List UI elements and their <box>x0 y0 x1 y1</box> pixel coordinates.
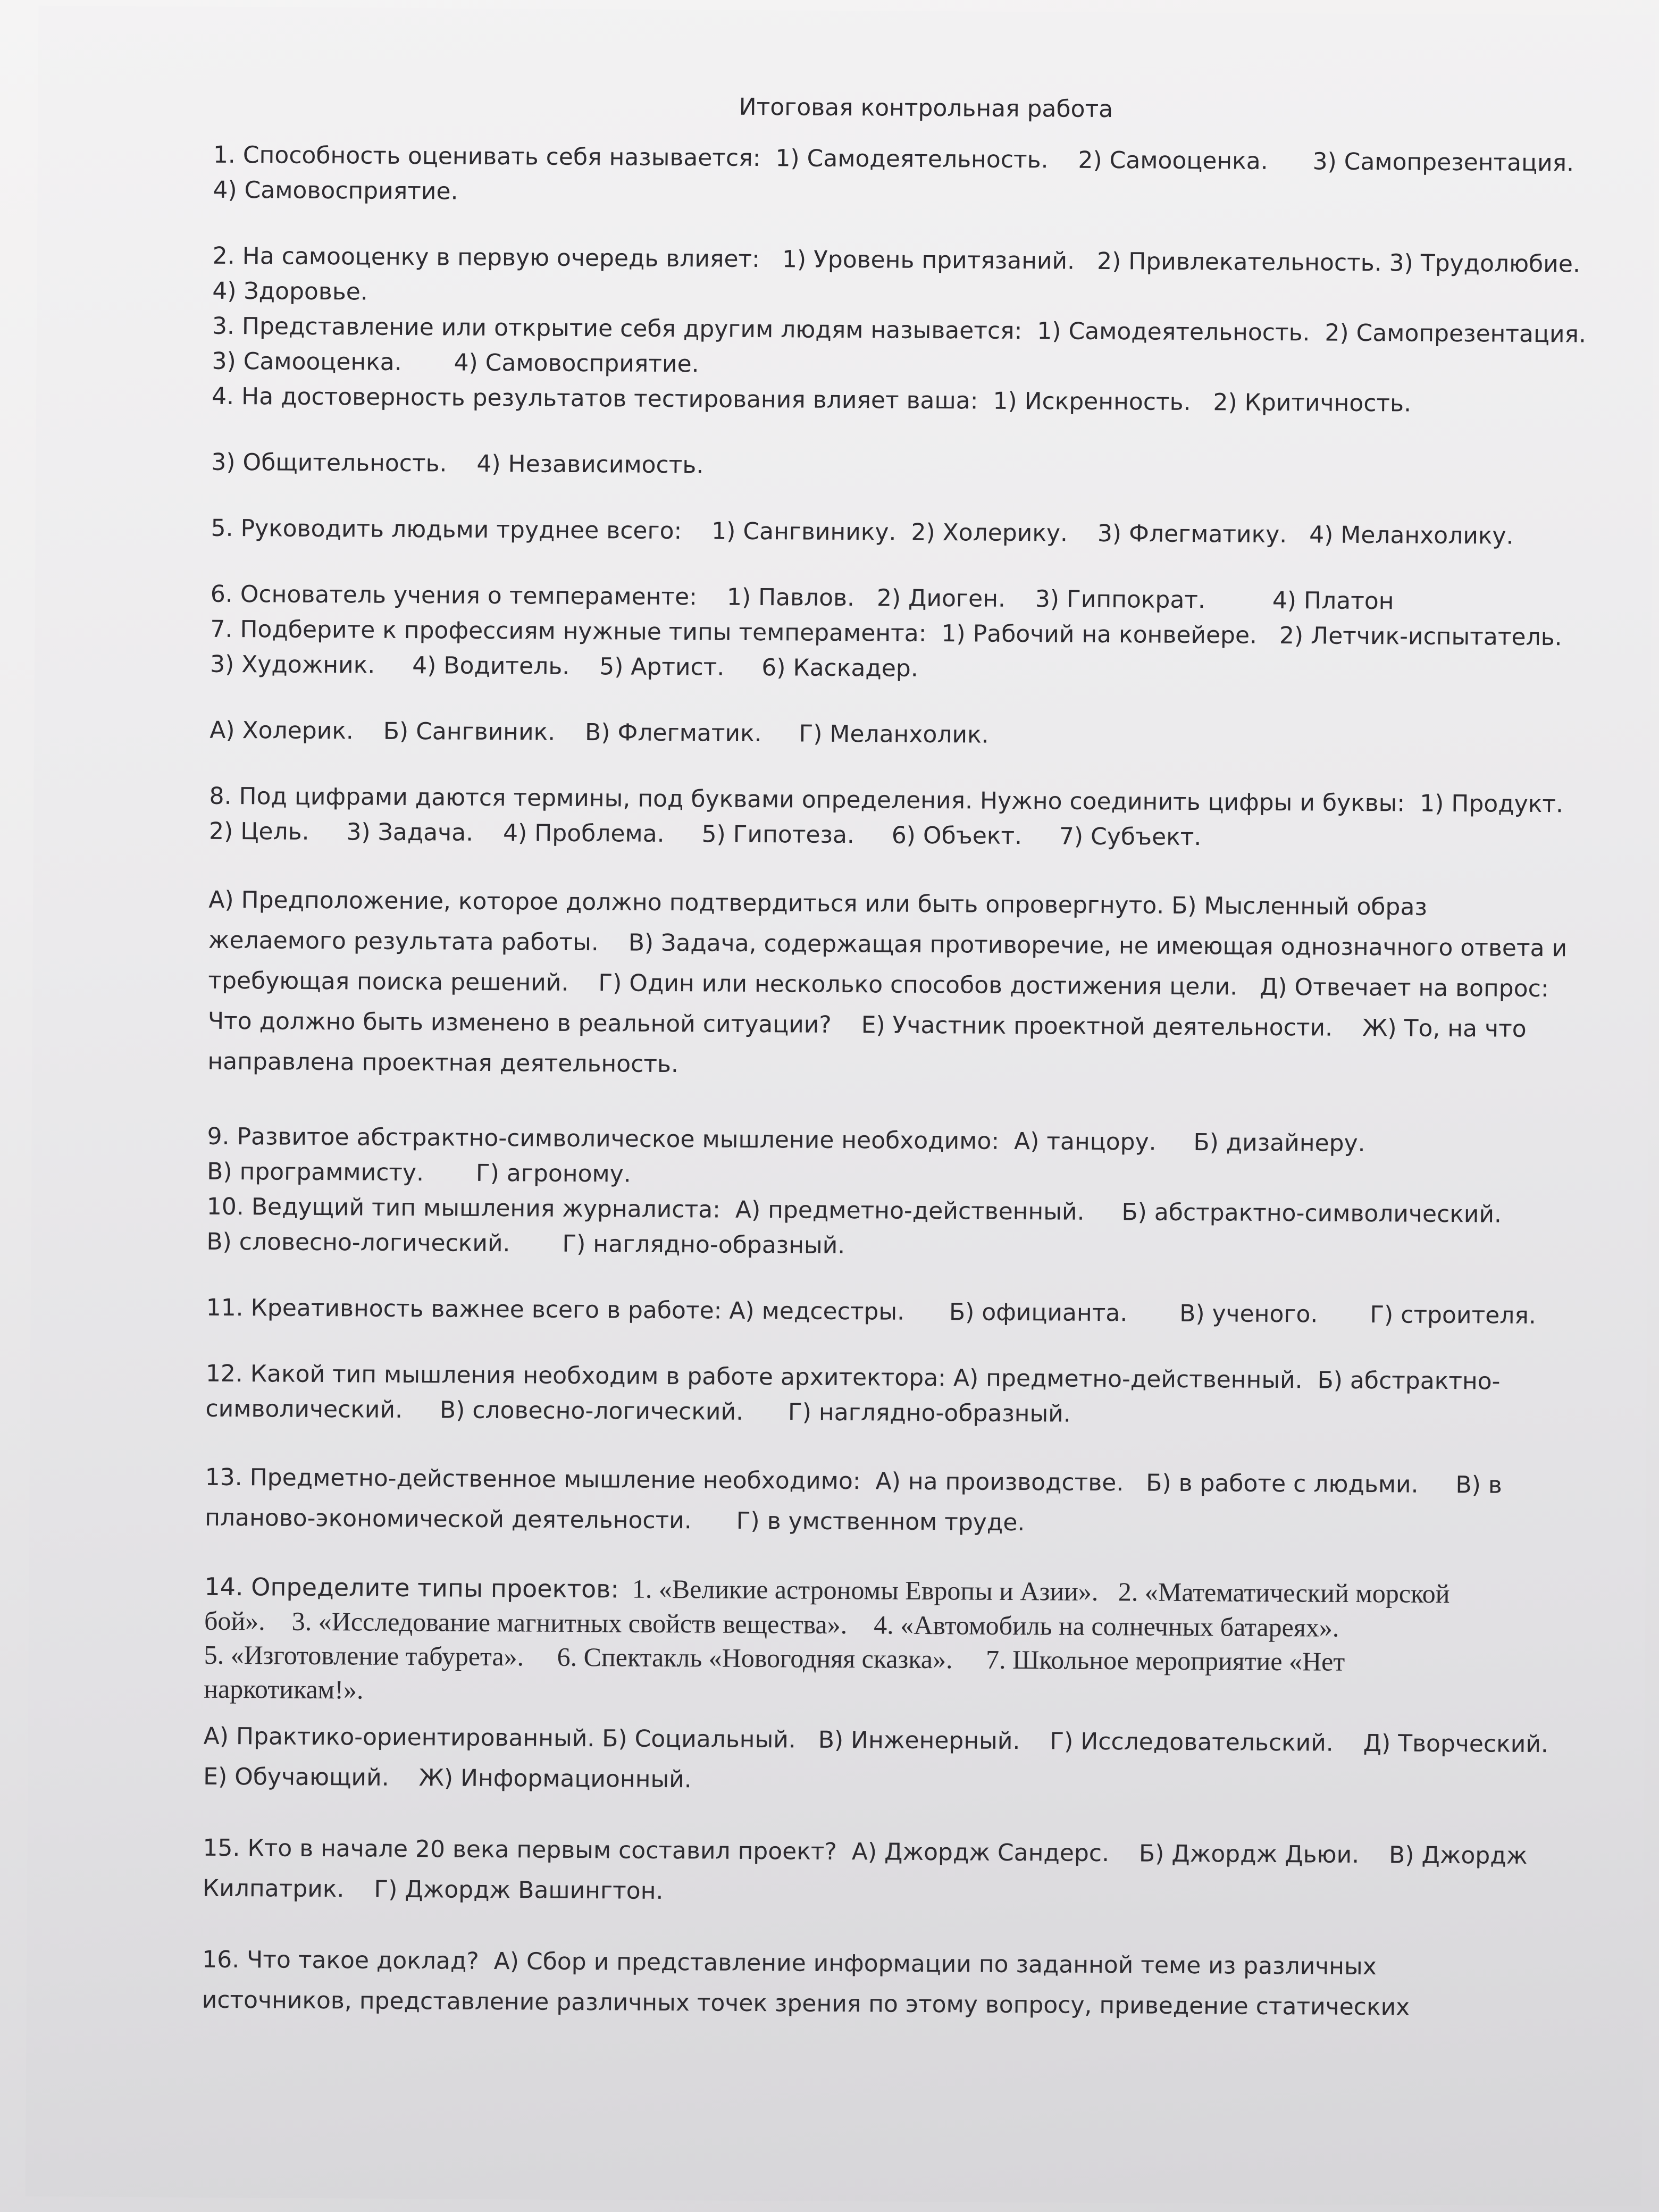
question-6-line-1: 6. Основатель учения о темпераменте: 1) Павлов. 2) Диоген. 3) Гиппократ. 4) Платон <box>210 580 1394 615</box>
question-9-line-1: 9. Развитое абстрактно-символическое мышление необходимо: А) танцору. Б) дизайнеру. <box>207 1122 1365 1158</box>
document-content <box>202 87 1606 2029</box>
question-15-line-1: 15. Кто в начале 20 века первым составил проект? А) Джордж Сандерс. Б) Джордж Дьюи. В) Джордж <box>203 1834 1528 1870</box>
question-11-line-1: 11. Креативность важнее всего в работе: А) медсестры. Б) официанта. В) ученого. Г) строителя. <box>206 1294 1536 1330</box>
question-8-line-1: 8. Под цифрами даются термины, под буквами определения. Нужно соединить цифры и буквы: 1) Продукт. <box>209 782 1564 818</box>
question-1-line-1: 1. Способность оценивать себя называется: 1) Самодеятельность. 2) Самооценка. 3) Самопрезентация. <box>213 141 1574 177</box>
question-3-line-1: 3. Представление или открытие себя другим людям называется: 1) Самодеятельность. 2) Самопрезентация. <box>212 312 1587 348</box>
question-16-line-2: источников, представление различных точек зрения по этому вопросу, приведение статических <box>202 1986 1410 2021</box>
question-7-line-2: 3) Художник. 4) Водитель. 5) Артист. 6) Каскадер. <box>210 650 918 682</box>
document-title: Итоговая контрольная работа <box>739 93 1113 123</box>
question-10-line-1: 10. Ведущий тип мышления журналиста: А) предметно-действенный. Б) абстрактно-символический. <box>206 1193 1502 1228</box>
question-2-line-2: 4) Здоровье. <box>212 277 368 306</box>
paper-sheet <box>25 6 1655 2206</box>
question-8-definitions-2: желаемого результата работы. В) Задача, содержащая противоречие, не имеющая однозначного ответа и <box>208 926 1568 962</box>
question-14-options-2: Е) Обучающий. Ж) Информационный. <box>203 1763 692 1794</box>
question-3-line-2: 3) Самооценка. 4) Самовосприятие. <box>212 347 699 378</box>
question-9-line-2: В) программисту. Г) агроному. <box>207 1158 631 1188</box>
question-10-line-2: В) словесно-логический. Г) наглядно-образный. <box>206 1228 845 1260</box>
question-1-line-2: 4) Самовосприятие. <box>213 176 458 205</box>
question-16-line-1: 16. Что такое доклад? А) Сбор и представление информации по заданной теме из различных <box>202 1946 1377 1981</box>
question-7-line-1: 7. Подберите к профессиям нужные типы темперамента: 1) Рабочий на конвейере. 2) Летчик-испытатель. <box>210 615 1562 651</box>
question-7-options: А) Холерик. Б) Сангвиник. В) Флегматик. Г) Меланхолик. <box>210 716 989 749</box>
question-8-definitions-5: направлена проектная деятельность. <box>207 1048 679 1078</box>
question-8-definitions-1: А) Предположение, которое должно подтвердиться или быть опровергнуто. Б) Мысленный образ <box>208 886 1427 921</box>
question-14-line-3: 5. «Изготовление табурета». 6. Спектакль «Новогодняя сказка». 7. Школьное мероприятие «Нет <box>204 1639 1345 1677</box>
question-4-line-1: 4. На достоверность результатов тестирования влияет ваша: 1) Искренность. 2) Критичность. <box>211 382 1412 417</box>
question-14-options-1: А) Практико-ориентированный. Б) Социальный. В) Инженерный. Г) Исследовательский. Д) Творческий. <box>203 1722 1549 1758</box>
question-15-line-2: Килпатрик. Г) Джордж Вашингтон. <box>202 1874 664 1905</box>
question-13-line-2: планово-экономической деятельности. Г) в умственном труде. <box>205 1504 1025 1537</box>
question-4-line-2: 3) Общительность. 4) Независимость. <box>211 448 704 479</box>
question-14-line-2: бой». 3. «Исследование магнитных свойств вещества». 4. «Автомобиль на солнечных батареях». <box>204 1605 1339 1643</box>
question-5-line-1: 5. Руководить людьми труднее всего: 1) Сангвинику. 2) Холерику. 3) Флегматику. 4) Меланхолику. <box>211 514 1514 550</box>
question-2-line-1: 2. На самооценку в первую очередь влияет: 1) Уровень притязаний. 2) Привлекательность. 3) Трудолюбие. <box>212 242 1581 278</box>
question-14-lead: 14. Определите типы проектов: <box>204 1572 619 1604</box>
question-8-line-2: 2) Цель. 3) Задача. 4) Проблема. 5) Гипотеза. 6) Объект. 7) Субъект. <box>208 817 1202 851</box>
question-13-line-1: 13. Предметно-действенное мышление необходимо: А) на производстве. Б) в работе с людьми. В) в <box>205 1463 1502 1499</box>
question-12-line-2: символический. В) словесно-логический. Г) наглядно-образный. <box>205 1395 1071 1428</box>
question-8-definitions-4: Что должно быть изменено в реальной ситуации? Е) Участник проектной деятельности. Ж) То, на что <box>207 1007 1527 1043</box>
question-12-line-1: 12. Какой тип мышления необходим в работе архитектора: А) предметно-действенный. Б) абстрактно- <box>205 1360 1501 1395</box>
question-14-line-4: наркотикам!». <box>204 1673 364 1705</box>
question-14-line-1-rest: 1. «Великие астрономы Европы и Азии». 2. «Математический морской <box>618 1573 1450 1609</box>
question-8-definitions-3: требующая поиска решений. Г) Один или несколько способов достижения цели. Д) Отвечает на вопрос: <box>208 967 1549 1003</box>
